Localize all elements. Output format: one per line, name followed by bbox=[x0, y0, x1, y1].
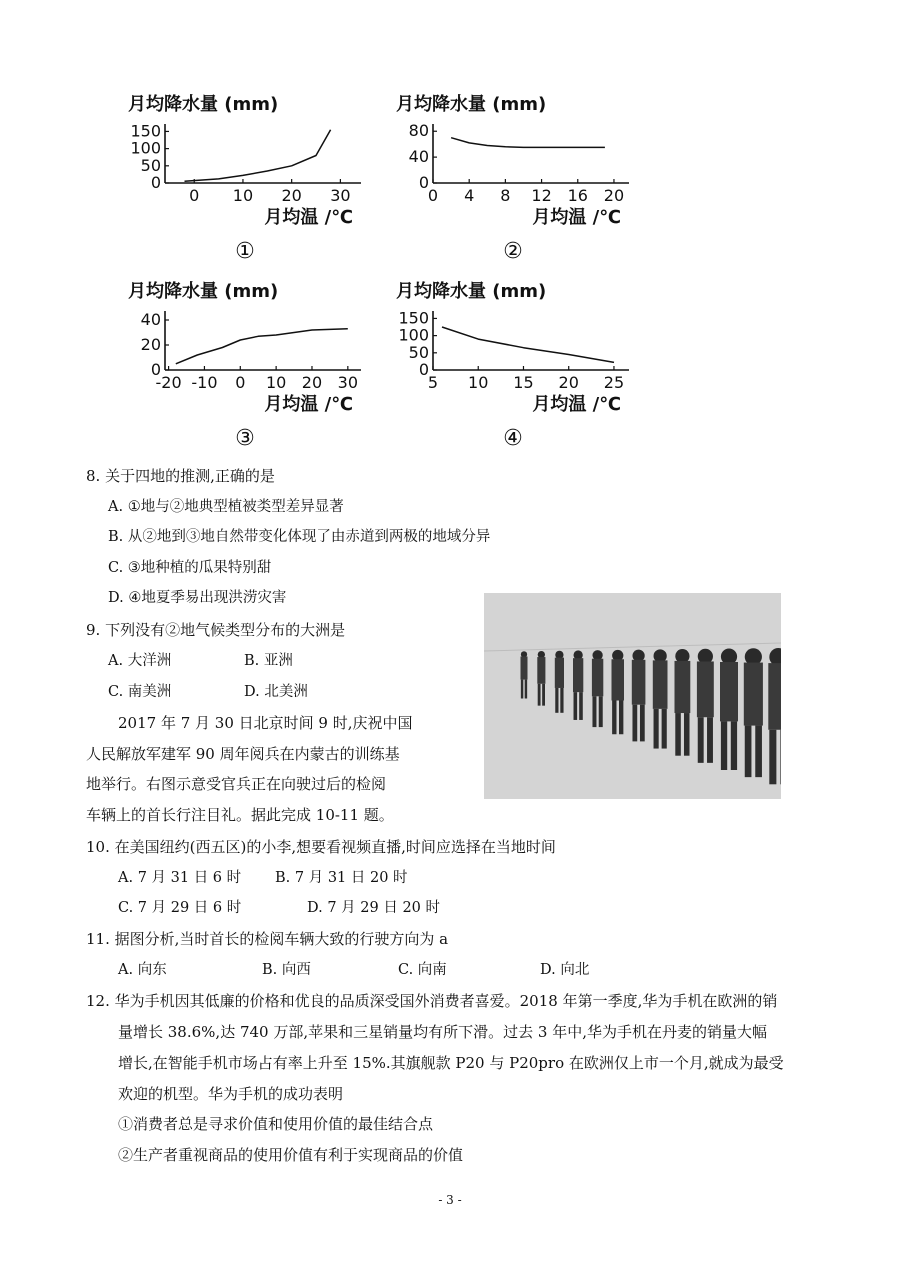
chart-4-xtick-label: 15 bbox=[513, 373, 534, 392]
chart-4-ytick-label: 50 bbox=[408, 342, 429, 362]
soldier-body bbox=[573, 658, 583, 692]
chart-3-xtick-label: -10 bbox=[191, 373, 218, 392]
question-8-option-a: A. ①地与②地典型植被类型差异显著 bbox=[108, 499, 344, 515]
chart-2-curve bbox=[451, 138, 605, 148]
chart-2-xtick-label: 20 bbox=[603, 186, 625, 205]
chart-2-xtick-label: 8 bbox=[500, 186, 511, 205]
intro-line-4: 车辆上的首长行注目礼。据此完成 10-11 题。 bbox=[86, 806, 394, 824]
soldier-body bbox=[675, 661, 691, 713]
soldier-body bbox=[768, 663, 781, 730]
soldier-leg-right bbox=[780, 730, 781, 785]
chart-1-xtick-label: 20 bbox=[281, 186, 302, 205]
chart-1-number-label: ① bbox=[235, 239, 255, 264]
chart-4-number-label: ④ bbox=[503, 426, 523, 451]
chart-2-ytick-label: 80 bbox=[408, 121, 429, 141]
soldier-body bbox=[555, 658, 564, 688]
question-8-option-c: C. ③地种植的瓜果特别甜 bbox=[108, 560, 272, 576]
soldier-leg-left bbox=[592, 696, 596, 727]
question-10-option-c: C. 7 月 29 日 6 时 bbox=[118, 900, 242, 916]
soldiers-saluting-photo bbox=[484, 593, 781, 799]
chart-4-ylabel: 月均降水量 (mm) bbox=[396, 281, 547, 302]
chart-3-number-label: ③ bbox=[235, 426, 255, 451]
chart-3-xtick-label: 20 bbox=[301, 373, 323, 392]
soldier-leg-right bbox=[542, 684, 545, 706]
chart-1-ylabel: 月均降水量 (mm) bbox=[128, 94, 279, 115]
chart-3-ytick-label: 0 bbox=[150, 360, 161, 379]
chart-2-ytick-label: 40 bbox=[408, 147, 429, 167]
climate-chart-3 bbox=[120, 275, 370, 459]
question-9-option-c: C. 南美洲 bbox=[108, 684, 172, 700]
chart-4-ytick-label: 100 bbox=[398, 325, 429, 345]
chart-4-svg bbox=[388, 275, 638, 455]
soldier-body bbox=[612, 659, 625, 700]
question-11-option-d: D. 向北 bbox=[540, 962, 590, 978]
question-9-stem: 9. 下列没有②地气候类型分布的大洲是 bbox=[86, 621, 346, 639]
chart-3-ytick-label: 40 bbox=[140, 310, 161, 329]
question-12-line-3: 增长,在智能手机市场占有率上升至 15%.其旗舰款 P20 与 P20pro 在欧洲仅上市一个月,就成为最受 bbox=[118, 1054, 784, 1072]
question-12-line-1: 12. 华为手机因其低廉的价格和优良的品质深受国外消费者喜爱。2018 年第一季度,华为手机在欧洲的销 bbox=[86, 992, 778, 1010]
climate-chart-2 bbox=[388, 88, 638, 272]
chart-2-xtick-label: 4 bbox=[464, 186, 475, 205]
soldier-leg-right bbox=[731, 721, 737, 770]
intro-line-1: 2017 年 7 月 30 日北京时间 9 时,庆祝中国 bbox=[118, 714, 413, 732]
soldier-leg-left bbox=[632, 705, 637, 742]
chart-3-xtick-label: 30 bbox=[337, 373, 359, 392]
intro-line-2: 人民解放军建军 90 周年阅兵在内蒙古的训练基 bbox=[86, 745, 400, 763]
question-11-option-c: C. 向南 bbox=[398, 962, 447, 978]
soldier-leg-left bbox=[769, 730, 776, 785]
chart-4-ytick-label: 150 bbox=[398, 308, 429, 328]
question-8-stem: 8. 关于四地的推测,正确的是 bbox=[86, 467, 275, 485]
chart-4-curve bbox=[442, 327, 614, 362]
question-11-option-b: B. 向西 bbox=[262, 962, 311, 978]
question-10-stem: 10. 在美国纽约(西五区)的小李,想要看视频直播,时间应选择在当地时间 bbox=[86, 838, 556, 856]
question-10-option-b: B. 7 月 31 日 20 时 bbox=[275, 870, 408, 886]
chart-1-svg bbox=[120, 88, 370, 268]
question-11-option-a: A. 向东 bbox=[118, 962, 167, 978]
soldier-leg-left bbox=[675, 713, 681, 756]
question-12-line-4: 欢迎的机型。华为手机的成功表明 bbox=[118, 1085, 344, 1103]
soldier-leg-left bbox=[555, 688, 558, 713]
question-12-line-2: 量增长 38.6%,达 740 万部,苹果和三星销量均有所下滑。过去 3 年中,华为手机在丹麦的销量大幅 bbox=[118, 1023, 767, 1041]
chart-1-ytick-label: 150 bbox=[130, 121, 161, 141]
question-10-option-a: A. 7 月 31 日 6 时 bbox=[118, 870, 242, 886]
intro-line-3: 地举行。右图示意受官兵正在向驶过后的检阅 bbox=[86, 775, 387, 793]
soldier-body bbox=[632, 660, 646, 705]
chart-3-xtick-label: 0 bbox=[235, 373, 246, 392]
soldier-body bbox=[521, 657, 528, 680]
chart-1-xtick-label: 0 bbox=[189, 186, 200, 205]
question-8-option-b: B. 从②地到③地自然带变化体现了由赤道到两极的地域分异 bbox=[108, 529, 491, 545]
chart-2-xtick-label: 16 bbox=[567, 186, 588, 205]
chart-3-xtick-label: 10 bbox=[265, 373, 287, 392]
chart-2-xlabel: 月均温 /℃ bbox=[532, 207, 621, 228]
question-11-stem: 11. 据图分析,当时首长的检阅车辆大致的行驶方向为 a bbox=[86, 930, 449, 948]
soldier-leg-right bbox=[707, 717, 713, 763]
chart-2-number-label: ② bbox=[503, 239, 523, 264]
question-10-option-d: D. 7 月 29 日 20 时 bbox=[307, 900, 440, 916]
chart-2-xtick-label: 0 bbox=[427, 186, 439, 205]
soldier-leg-left bbox=[745, 726, 752, 778]
soldier-leg-right bbox=[560, 688, 563, 713]
chart-2-xtick-label: 12 bbox=[531, 186, 552, 205]
chart-3-curve bbox=[176, 329, 348, 364]
question-12-item-1: ①消费者总是寻求价值和使用价值的最佳结合点 bbox=[118, 1115, 434, 1133]
chart-1-curve bbox=[185, 130, 331, 182]
chart-2-svg bbox=[388, 88, 638, 268]
question-9-option-d: D. 北美洲 bbox=[244, 684, 308, 700]
chart-2-ylabel: 月均降水量 (mm) bbox=[396, 94, 547, 115]
soldier-leg-right bbox=[579, 692, 583, 720]
soldier-leg-left bbox=[574, 692, 578, 720]
soldier-leg-left bbox=[698, 717, 704, 763]
chart-3-ylabel: 月均降水量 (mm) bbox=[128, 281, 279, 302]
chart-3-xlabel: 月均温 /℃ bbox=[264, 394, 353, 415]
chart-4-xtick-label: 5 bbox=[427, 373, 439, 392]
soldier-leg-left bbox=[612, 701, 616, 735]
chart-4-xlabel: 月均温 /℃ bbox=[532, 394, 621, 415]
climate-chart-4 bbox=[388, 275, 638, 459]
question-9-option-b: B. 亚洲 bbox=[244, 653, 293, 669]
soldier-leg-right bbox=[662, 709, 667, 749]
soldier-body bbox=[720, 662, 738, 721]
soldier-body bbox=[697, 661, 714, 717]
soldier-leg-left bbox=[521, 680, 523, 699]
chart-1-xlabel: 月均温 /℃ bbox=[264, 207, 353, 228]
chart-4-xtick-label: 20 bbox=[558, 373, 579, 392]
soldier-body bbox=[537, 657, 545, 684]
soldier-leg-left bbox=[721, 721, 727, 770]
soldier-leg-left bbox=[654, 709, 659, 749]
soldier-leg-left bbox=[538, 684, 541, 706]
question-8-option-d: D. ④地夏季易出现洪涝灾害 bbox=[108, 590, 287, 606]
chart-4-xtick-label: 10 bbox=[468, 373, 489, 392]
soldier-body bbox=[592, 659, 603, 697]
question-12-item-2: ②生产者重视商品的使用价值有利于实现商品的价值 bbox=[118, 1146, 464, 1164]
climate-chart-1 bbox=[120, 88, 370, 272]
chart-2-ytick-label: 0 bbox=[418, 173, 429, 192]
soldier-leg-right bbox=[640, 705, 645, 742]
question-9-option-a: A. 大洋洲 bbox=[108, 653, 172, 669]
chart-1-ytick-label: 100 bbox=[130, 138, 161, 158]
chart-1-xtick-label: 30 bbox=[330, 186, 351, 205]
soldier-leg-right bbox=[599, 696, 603, 727]
soldier-body bbox=[744, 663, 763, 726]
chart-4-ytick-label: 0 bbox=[418, 360, 429, 379]
soldiers-figure bbox=[484, 593, 781, 799]
chart-3-xtick-label: -20 bbox=[155, 373, 182, 392]
chart-4-xtick-label: 25 bbox=[603, 373, 625, 392]
soldier-leg-right bbox=[525, 680, 527, 699]
soldier-leg-right bbox=[619, 701, 623, 735]
soldier-leg-right bbox=[755, 726, 762, 778]
chart-1-ytick-label: 50 bbox=[140, 155, 161, 175]
page-number: - 3 - bbox=[438, 1193, 462, 1207]
chart-1-xtick-label: 10 bbox=[232, 186, 254, 205]
chart-3-ytick-label: 20 bbox=[140, 335, 161, 354]
soldier-body bbox=[653, 660, 668, 709]
chart-3-svg bbox=[120, 275, 370, 455]
chart-1-ytick-label: 0 bbox=[150, 173, 161, 192]
soldier-leg-right bbox=[684, 713, 690, 756]
